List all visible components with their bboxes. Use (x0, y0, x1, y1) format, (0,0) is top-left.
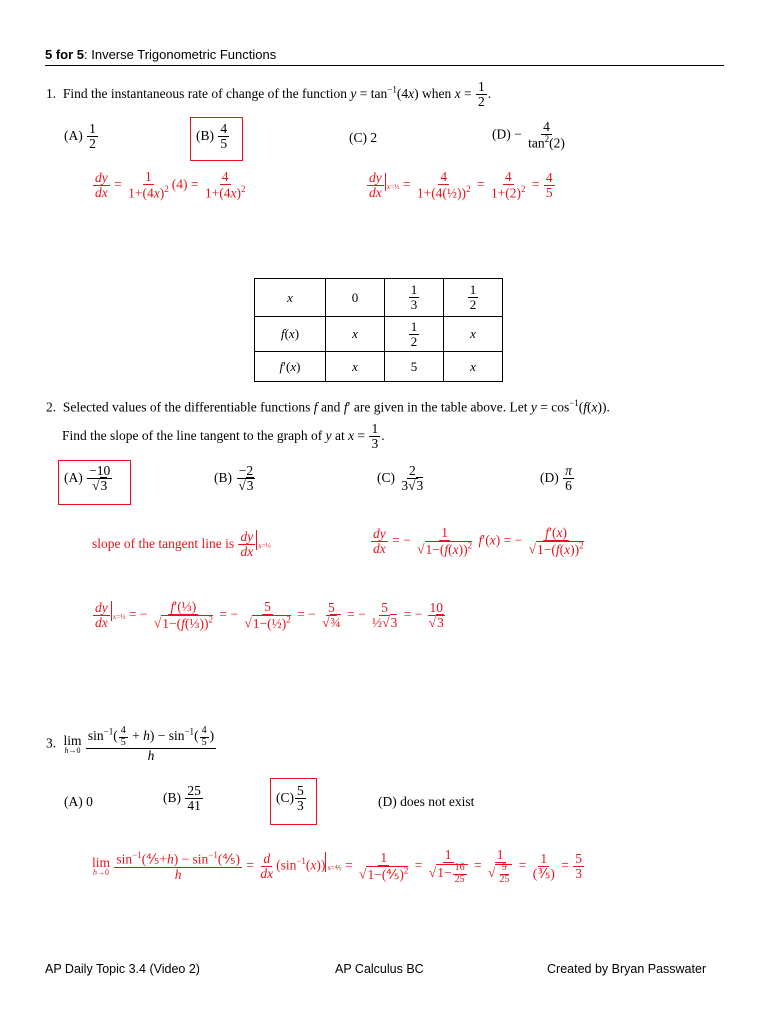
q3-work: lim h→0 $\frac{\sin^{-1}(\frac{4}{5}+h) - \sin^{-1}(\frac{4}{5})}{h}$ = $\frac{d}{dx}$ $(\sin^{-1}(x))$ x=⅘ = $\frac{1}{√1-(\frac{4}{5})^2}$ = 1 √1− $\frac{16}{25}$ = 1 √ $\frac{9}{25}$ = $\frac{1}{\text{(⅗)}}$ = $\frac{5}{3}$ (92, 847, 582, 885)
header-rule (45, 65, 724, 66)
q3-prompt: 3. lim h→0 $\sin^{-1}$( $\frac{4}{5}$ + $h) - \sin^{-1}$( $\frac{4}{5}$ ) h (46, 725, 215, 763)
q1-prompt (46, 80, 491, 109)
q1-number: 1. (46, 85, 57, 101)
page-header (45, 47, 276, 62)
q2-choice-c[interactable]: (C) $\frac{2}{3√3}$ (377, 463, 424, 494)
q2-work-label: slope of the tangent line is $\frac{dy}{dx}$ x=⅓ (92, 529, 271, 560)
q3-choice-b[interactable]: (B) $\frac{25}{41}$ (163, 783, 201, 814)
q3-choice-c[interactable]: (C) $\frac{5}{3}$ (276, 783, 304, 814)
footer-right: Created by Bryan Passwater (547, 962, 707, 976)
q1-x-value: x = $\frac{1}{2}$ . (454, 79, 492, 110)
table-cell: 0 (326, 279, 385, 317)
table-row (255, 352, 503, 382)
table-cell: x (444, 317, 503, 352)
header-title: : Inverse Trigonometric Functions (84, 47, 277, 62)
q3-choice-a[interactable]: (A) 0 (64, 794, 93, 809)
q1-work-derivative: $\frac{dy}{dx}$ = $\frac{1}{1+(4x)^2}$ (4) = $\frac{4}{1+(4x)^2}$ (95, 169, 246, 201)
q2-prompt-line2: Find the slope of the line tangent to the graph of y at x = $\frac{1}{3}$ . (62, 421, 385, 452)
q2-choice-a[interactable]: (A) $\frac{-10}{√3}$ (64, 463, 111, 494)
table-cell: f′(x) (255, 352, 326, 382)
values-table (254, 278, 503, 382)
footer-center: AP Calculus BC (335, 962, 424, 976)
q2-work-evaluate: $\frac{dy}{dx}$ x=⅓ = − $\frac{\text{f′(⅓)}}{√1-(f(\frac{1}{3}))^2}$ = − $\frac{5}{√1-(\frac{1}{2})^2}$ = − $\frac{5}{\text{√¾}}$ = − $\frac{5}{\text{½√3}}$ = − $\frac{10}{√3}$ (95, 599, 444, 631)
q1-choice-b[interactable]: (B) $\frac{4}{5}$ (196, 121, 228, 152)
q1-text: Find the instantaneous rate of change of the function (62, 85, 348, 101)
table-row (255, 279, 503, 317)
table-cell: x (255, 279, 326, 317)
q1-choice-d[interactable]: (D) − $\frac{4}{\tan^2(2)}$ (492, 119, 565, 151)
table-cell: x (326, 317, 385, 352)
q1-func: $y = \tan^{-1}(4x)$ (350, 84, 419, 101)
header-bold: 5 for 5 (45, 47, 85, 62)
footer-left: AP Daily Topic 3.4 (Video 2) (45, 962, 200, 976)
q1-choice-c[interactable]: (C) 2 (349, 130, 378, 145)
table-cell: $\frac{1}{2}$ (444, 279, 503, 317)
q2-choice-d[interactable]: (D) $\frac{\pi}{6}$ (540, 463, 572, 494)
table-row (255, 317, 503, 352)
table-cell: f(x) (255, 317, 326, 352)
table-cell: $\frac{1}{2}$ (385, 317, 444, 352)
q1-when: when (421, 85, 452, 101)
q3-choice-d[interactable]: (D) does not exist (378, 794, 475, 809)
q1-work-evaluate: $\frac{dy}{dx}$ x=½ = $\frac{4}{1+(4(\frac{1}{2}))^2}$ = $\frac{4}{1+(2)^2}$ = $\frac{4}{5}$ (369, 169, 553, 201)
table-cell: x (326, 352, 385, 382)
table-cell: x (444, 352, 503, 382)
table-cell: 5 (385, 352, 444, 382)
table-cell: $\frac{1}{3}$ (385, 279, 444, 317)
q2-work-derivative: $\frac{dy}{dx}$ = − $\frac{1}{√1-(f(x))^2}$ f′(x) = − $\frac{f'(x)}{√1-(f(x))^2}$ (373, 525, 584, 557)
q1-choice-a[interactable]: (A) $\frac{1}{2}$ (64, 121, 96, 152)
q2-choice-b[interactable]: (B) $\frac{-2}{√3}$ (214, 463, 254, 494)
q2-prompt-line1: 2. Selected values of the differentiable functions f and f′ are given in the table above. Let $y = \cos^{-1}(f(x))$. (46, 398, 610, 415)
